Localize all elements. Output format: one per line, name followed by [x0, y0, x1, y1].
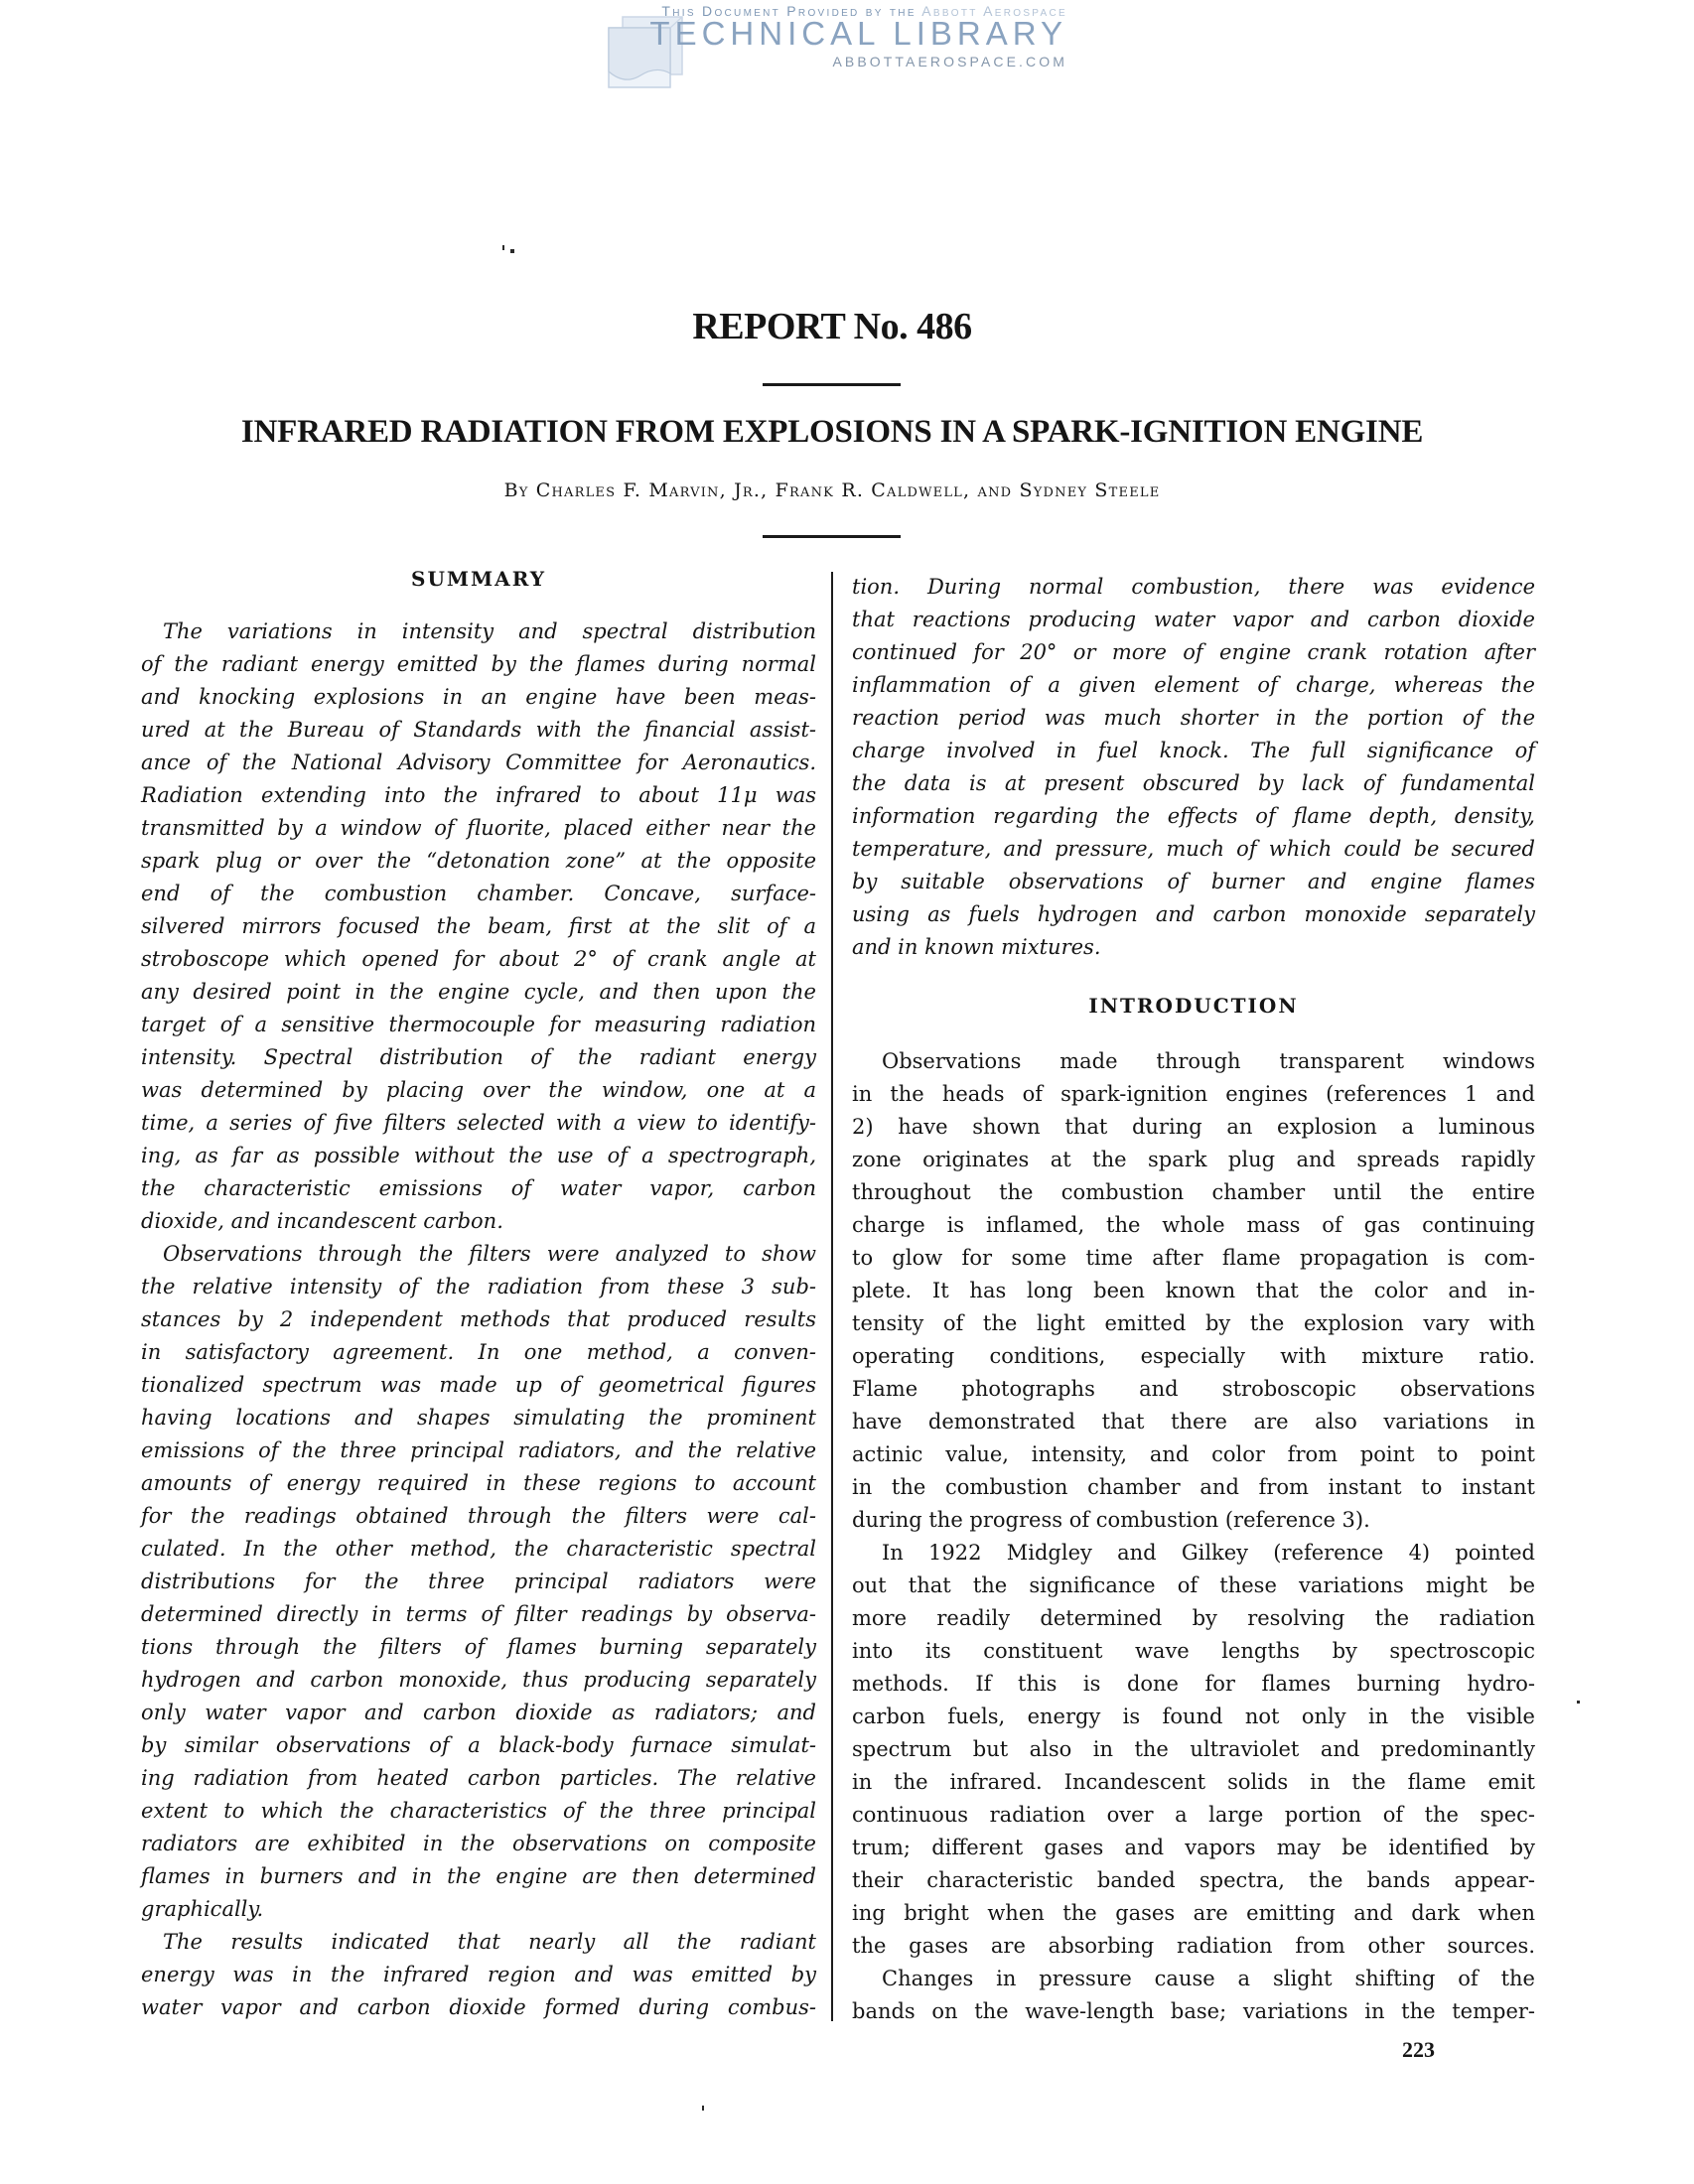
text-line: spark plug or over the “detonation zone” at the opposite: [141, 849, 816, 873]
text-line: ured at the Bureau of Standards with the financial assist-: [141, 718, 816, 742]
text-line: the relative intensity of the radiation from these 3 sub-: [141, 1275, 816, 1298]
watermark-provider-brand: Abbott Aerospace: [921, 3, 1067, 19]
text-line: having locations and shapes simulating the prominent: [141, 1406, 816, 1430]
text-line: any desired point in the engine cycle, and then upon the: [141, 980, 816, 1004]
text-line: determined directly in terms of filter readings by observa-: [141, 1602, 816, 1626]
scan-speck: [502, 245, 504, 250]
text-line: and in known mixtures.: [852, 935, 1101, 959]
header-rule-bottom: [763, 535, 901, 538]
text-line: methods. If this is done for flames burning hydro-: [852, 1672, 1535, 1696]
text-line: was determined by placing over the window, one at a: [141, 1078, 816, 1102]
text-line: continued for 20° or more of engine crank rotation after: [852, 640, 1535, 664]
text-line: to glow for some time after flame propagation is com-: [852, 1246, 1535, 1270]
scan-speck: [510, 249, 514, 253]
summary-paragraph: [141, 1926, 816, 2024]
text-line: The results indicated that nearly all the radiant: [163, 1930, 816, 1954]
text-line: using as fuels hydrogen and carbon monoxide separately: [852, 902, 1535, 926]
introduction-paragraph: [852, 1963, 1535, 2028]
text-line: have demonstrated that there are also variations in: [852, 1410, 1535, 1433]
text-line: stances by 2 independent methods that produced results: [141, 1307, 816, 1331]
text-line: stroboscope which opened for about 2° of crank angle at: [141, 947, 816, 971]
text-line: into its constituent wave lengths by spectroscopic: [852, 1639, 1535, 1663]
text-line: actinic value, intensity, and color from point to point: [852, 1442, 1535, 1466]
text-line: flames in burners and in the engine are then determined: [141, 1864, 816, 1888]
text-line: carbon fuels, energy is found not only in the visible: [852, 1705, 1535, 1728]
text-line: emissions of the three principal radiators, and the relative: [141, 1438, 816, 1462]
introduction-paragraph: [852, 1045, 1535, 1537]
text-line: operating conditions, especially with mixture ratio.: [852, 1344, 1535, 1368]
text-line: spectrum but also in the ultraviolet and predominantly: [852, 1737, 1535, 1761]
column-divider: [831, 572, 833, 2021]
text-line: inflammation of a given element of charge, whereas the: [852, 673, 1535, 697]
text-line: target of a sensitive thermocouple for measuring radiation: [141, 1013, 816, 1036]
text-line: Observations made through transparent windows: [882, 1049, 1535, 1073]
text-line: The variations in intensity and spectral distribution: [163, 619, 816, 643]
text-line: time, a series of five filters selected with a view to identify-: [141, 1111, 816, 1135]
text-line: temperature, and pressure, much of which could be secured: [852, 837, 1535, 861]
text-line: of the radiant energy emitted by the flames during normal: [141, 652, 816, 676]
text-line: trum; different gases and vapors may be identified by: [852, 1836, 1535, 1859]
text-line: only water vapor and carbon dioxide as radiators; and: [141, 1701, 816, 1724]
summary-paragraph: [141, 1238, 816, 1926]
text-line: tions through the filters of flames burning separately: [141, 1635, 816, 1659]
introduction-heading: INTRODUCTION: [1088, 994, 1299, 1018]
text-line: ing radiation from heated carbon particles. The relative: [141, 1766, 816, 1790]
text-line: silvered mirrors focused the beam, first at the slit of a: [141, 914, 816, 938]
text-line: energy was in the infrared region and was emitted by: [141, 1963, 816, 1986]
text-line: ing bright when the gases are emitting and dark when: [852, 1901, 1535, 1925]
text-line: during the progress of combustion (reference 3).: [852, 1508, 1370, 1532]
text-line: zone originates at the spark plug and spreads rapidly: [852, 1148, 1535, 1171]
text-line: end of the combustion chamber. Concave, surface-: [141, 882, 816, 905]
text-line: that reactions producing water vapor and carbon dioxide: [852, 608, 1535, 631]
text-line: Observations through the filters were analyzed to show: [163, 1242, 816, 1266]
text-line: water vapor and carbon dioxide formed during combus-: [141, 1995, 816, 2019]
text-line: tion. During normal combustion, there was evidence: [852, 575, 1535, 599]
text-line: extent to which the characteristics of the three principal: [141, 1799, 816, 1823]
text-line: ance of the National Advisory Committee for Aeronautics.: [141, 751, 816, 774]
text-line: reaction period was much shorter in the portion of the: [852, 706, 1535, 730]
summary-heading: SUMMARY: [411, 567, 546, 591]
text-line: 2) have shown that during an explosion a luminous: [852, 1115, 1535, 1139]
text-line: their characteristic banded spectra, the bands appear-: [852, 1868, 1535, 1892]
text-line: distributions for the three principal radiators were: [141, 1570, 816, 1593]
text-line: in satisfactory agreement. In one method, a conven-: [141, 1340, 816, 1364]
text-line: intensity. Spectral distribution of the radiant energy: [141, 1045, 816, 1069]
text-line: Changes in pressure cause a slight shifting of the: [882, 1967, 1535, 1990]
text-line: amounts of energy required in these regions to account: [141, 1471, 816, 1495]
summary-paragraph: [141, 615, 816, 1238]
text-line: in the heads of spark-ignition engines (references 1 and: [852, 1082, 1535, 1106]
text-line: charge is inflamed, the whole mass of gas continuing: [852, 1213, 1535, 1237]
text-line: Flame photographs and stroboscopic observations: [852, 1377, 1535, 1401]
report-authors: By Charles F. Marvin, Jr., Frank R. Caldwell, and Sydney Steele: [503, 479, 1161, 501]
scan-speck: [1577, 1701, 1580, 1704]
text-line: charge involved in fuel knock. The full significance of: [852, 739, 1535, 762]
text-line: continuous radiation over a large portion of the spec-: [852, 1803, 1535, 1827]
text-line: and knocking explosions in an engine have been meas-: [141, 685, 816, 709]
scan-speck: [702, 2106, 704, 2111]
text-line: radiators are exhibited in the observations on composite: [141, 1832, 816, 1855]
text-line: graphically.: [141, 1897, 264, 1921]
text-line: hydrogen and carbon monoxide, thus producing separately: [141, 1668, 816, 1692]
text-line: ing, as far as possible without the use of a spectrograph,: [141, 1144, 816, 1167]
text-line: bands on the wave-length base; variations in the temper-: [852, 1999, 1535, 2023]
report-number: REPORT No. 486: [692, 306, 972, 347]
text-line: tionalized spectrum was made up of geometrical figures: [141, 1373, 816, 1397]
text-line: dioxide, and incandescent carbon.: [141, 1209, 503, 1233]
text-line: the characteristic emissions of water vapor, carbon: [141, 1176, 816, 1200]
watermark-provider-prefix: This Document Provided by the: [661, 3, 917, 19]
text-line: In 1922 Midgley and Gilkey (reference 4) pointed: [882, 1541, 1535, 1565]
summary-column: [141, 615, 816, 2024]
text-line: in the infrared. Incandescent solids in the flame emit: [852, 1770, 1535, 1794]
text-line: the data is at present obscured by lack of fundamental: [852, 771, 1535, 795]
text-line: the gases are absorbing radiation from other sources.: [852, 1934, 1535, 1958]
page-number: 223: [1402, 2037, 1435, 2062]
text-line: in the combustion chamber and from instant to instant: [852, 1475, 1535, 1499]
text-line: out that the significance of these variations might be: [852, 1573, 1535, 1597]
text-line: tensity of the light emitted by the explosion vary with: [852, 1311, 1535, 1335]
text-line: for the readings obtained through the filters were cal-: [141, 1504, 816, 1528]
introduction-paragraph: [852, 1537, 1535, 1963]
text-line: by suitable observations of burner and engine flames: [852, 870, 1535, 893]
text-line: by similar observations of a black-body furnace simulat-: [141, 1733, 816, 1757]
text-line: transmitted by a window of fluorite, placed either near the: [141, 816, 816, 840]
text-line: plete. It has long been known that the color and in-: [852, 1279, 1535, 1302]
introduction-body: [852, 1045, 1535, 2028]
header-rule-top: [763, 383, 901, 386]
summary-continued: [852, 571, 1535, 964]
text-line: culated. In the other method, the characteristic spectral: [141, 1537, 816, 1561]
text-line: information regarding the effects of flame depth, density,: [852, 804, 1535, 828]
watermark-title: TECHNICAL LIBRARY: [649, 15, 1067, 52]
watermark-url: ABBOTTAEROSPACE.COM: [832, 54, 1067, 69]
text-line: Radiation extending into the infrared to about 11μ was: [141, 783, 816, 807]
text-line: more readily determined by resolving the radiation: [852, 1606, 1535, 1630]
text-line: throughout the combustion chamber until the entire: [852, 1180, 1535, 1204]
report-title: INFRARED RADIATION FROM EXPLOSIONS IN A SPARK-IGNITION ENGINE: [240, 414, 1424, 450]
